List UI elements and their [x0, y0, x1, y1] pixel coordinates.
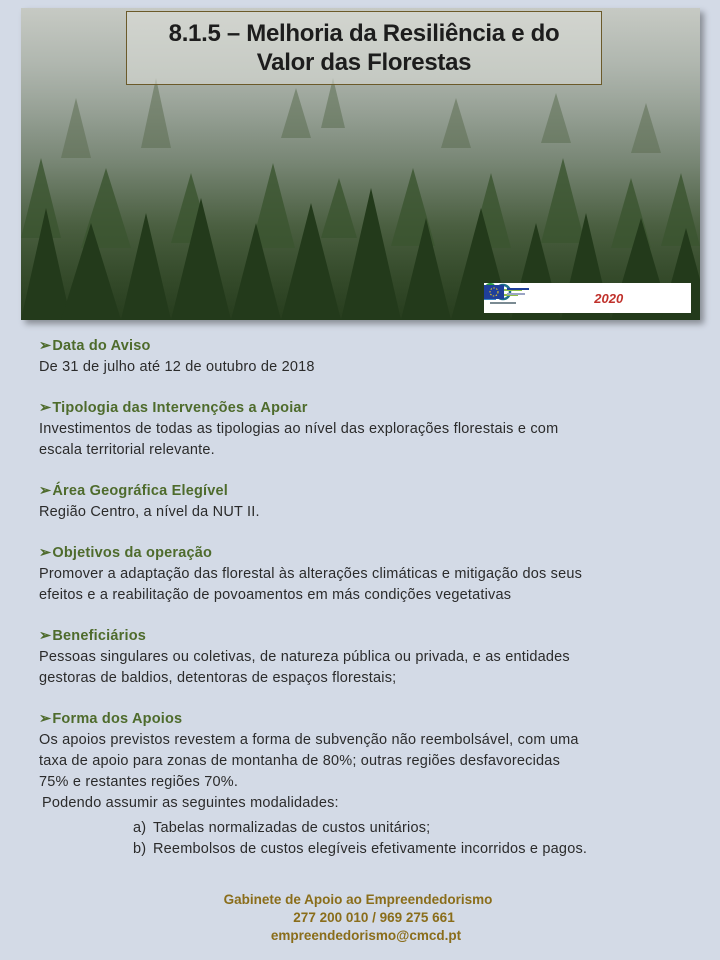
section-text: gestoras de baldios, detentoras de espaços florestais; — [39, 670, 397, 686]
title-box — [126, 11, 602, 85]
page-title — [169, 19, 560, 77]
section-heading: ➢Área Geográfica Elegível — [39, 483, 229, 499]
list-marker: a) — [133, 820, 147, 836]
modalidades-list — [39, 818, 679, 860]
list-item — [133, 818, 679, 839]
title-line-2: Valor das Florestas — [256, 49, 472, 76]
section-text: Região Centro, a nível da NUT II. — [39, 504, 260, 520]
section-heading: ➢Objetivos da operação — [39, 545, 213, 561]
arrow-bullet-icon: ➢ — [39, 338, 52, 354]
arrow-bullet-icon: ➢ — [39, 711, 52, 727]
section-heading: ➢Data do Aviso — [39, 338, 151, 354]
section-text: Os apoios previstos revestem a forma de subvenção não reembolsável, com uma — [39, 732, 579, 748]
section-text: taxa de apoio para zonas de montanha de 80%; outras regiões desfavorecidas — [39, 753, 561, 769]
list-item-text: Reembolsos de custos elegíveis efetivamente incorridos e pagos. — [153, 841, 588, 857]
section-text: Investimentos de todas as tipologias ao nível das explorações florestais e com — [39, 421, 559, 437]
section-text: Podendo assumir as seguintes modalidades: — [42, 795, 339, 811]
footer-contact — [0, 891, 720, 945]
section-text: Promover a adaptação das florestal às alterações climáticas e mitigação dos seus — [39, 566, 583, 582]
section-beneficiarios — [39, 626, 679, 689]
section-text: Pessoas singulares ou coletivas, de natureza pública ou privada, e as entidades — [39, 649, 570, 665]
section-text: De 31 de julho até 12 de outubro de 2018 — [39, 359, 315, 375]
section-forma-apoios — [39, 709, 679, 860]
list-item-text: Tabelas normalizadas de custos unitários; — [153, 820, 431, 836]
content — [39, 336, 679, 880]
arrow-bullet-icon: ➢ — [39, 628, 52, 644]
footer-email[interactable]: empreendedorismo@cmcd.pt — [270, 928, 462, 943]
section-heading: ➢Tipologia das Intervenções a Apoiar — [39, 400, 308, 416]
list-item — [133, 839, 679, 860]
arrow-bullet-icon: ➢ — [39, 545, 52, 561]
title-line-1: 8.1.5 – Melhoria da Resiliência e do — [168, 20, 560, 47]
section-area-geografica — [39, 481, 679, 523]
section-heading: ➢Beneficiários — [39, 628, 147, 644]
funding-logos — [484, 283, 691, 313]
portugal-2020-logo — [594, 291, 623, 306]
section-text: efeitos e a reabilitação de povoamentos em más condições vegetativas — [39, 587, 512, 603]
portugal-2020-text: 2020 — [594, 290, 624, 306]
footer-org: Gabinete de Apoio ao Empreendedorismo — [223, 892, 493, 907]
section-text: escala territorial relevante. — [39, 442, 215, 458]
list-marker: b) — [133, 841, 147, 857]
arrow-bullet-icon: ➢ — [39, 483, 52, 499]
section-text: 75% e restantes regiões 70%. — [39, 774, 239, 790]
section-data-aviso — [39, 336, 679, 378]
footer-phone: 277 200 010 / 969 275 661 — [293, 910, 455, 925]
banner-image — [21, 8, 700, 320]
section-heading: ➢Forma dos Apoios — [39, 711, 183, 727]
section-tipologia — [39, 398, 679, 461]
arrow-bullet-icon: ➢ — [39, 400, 52, 416]
section-objetivos — [39, 543, 679, 606]
